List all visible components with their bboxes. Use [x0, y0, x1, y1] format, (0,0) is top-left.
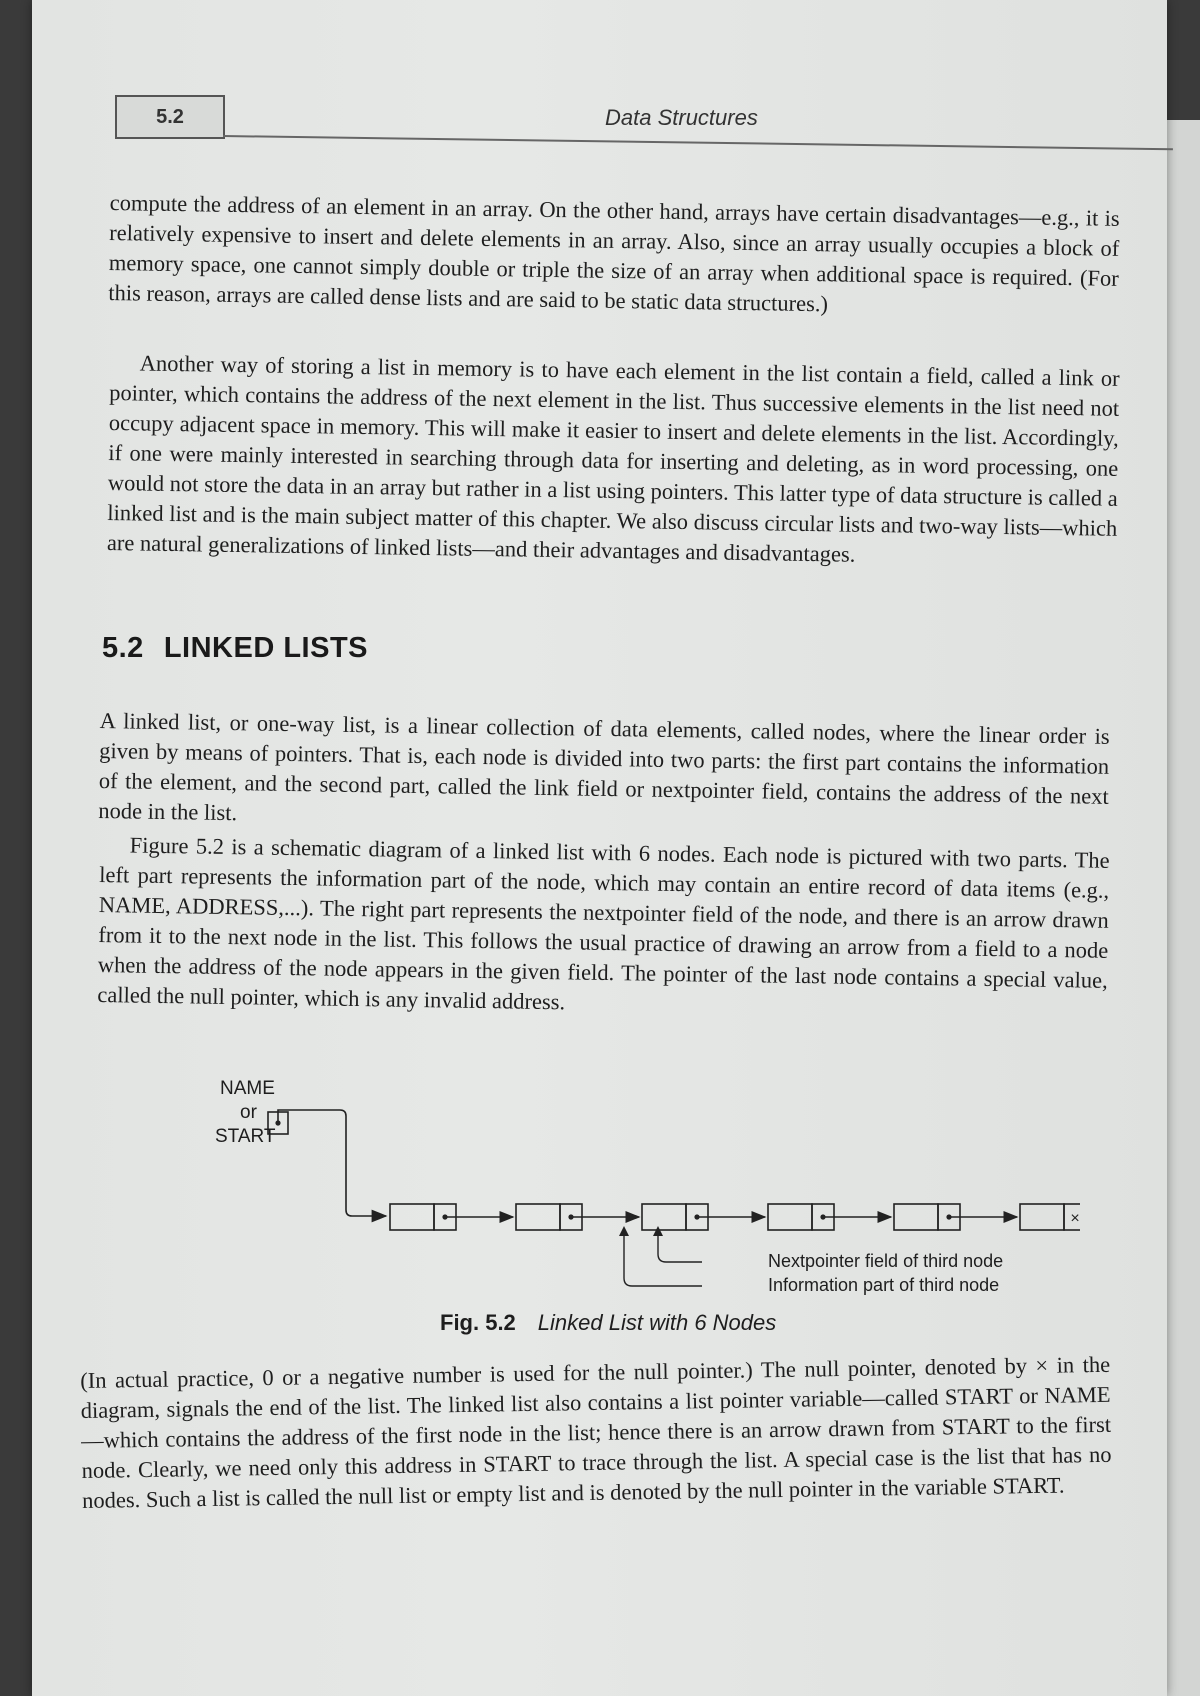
linked-list-figure [180, 1070, 1080, 1330]
paragraph-text: A linked list, or one-way list, is a linear collection of data elements, called nodes, where the linear order is given by means of pointers. That is, each node is divided into two parts: the first part contains the information of the element, and the second part, called the link field or nextpointer field, contains the address of the next node in the list. [98, 707, 1110, 826]
info-part-annotation: Information part of third node [768, 1275, 1000, 1295]
nextpointer-leader-arrowhead [653, 1226, 663, 1236]
caption-title: Linked List with 6 Nodes [537, 1310, 777, 1335]
page-number-box: 5.2 [115, 95, 225, 139]
caption-number: Fig. 5.2 [440, 1310, 516, 1335]
null-pointer-paragraph [80, 1350, 1112, 1516]
node-info-part [768, 1204, 812, 1230]
list-node [768, 1204, 891, 1230]
list-node [390, 1204, 513, 1230]
start-label-start: START [215, 1126, 276, 1147]
section-number: 5.2 [102, 632, 144, 664]
start-label-name: NAME [220, 1078, 275, 1099]
start-label-or: or [240, 1102, 257, 1123]
page-header [115, 95, 1135, 137]
figure-description-paragraph [97, 830, 1110, 1026]
node-info-part [1020, 1204, 1064, 1230]
start-arrow [278, 1110, 386, 1216]
running-title: Data Structures [605, 105, 758, 130]
paragraph-text: compute the address of an element in an array. On the other hand, arrays have certain disadvantages—e.g., it is relatively expensive to insert and delete elements in an array. Also, since an array usually occupies a block of memory space, one cannot simply double or triple the size of an array when additional space is required. (For this reason, arrays are called dense lists and are said to be static data structures.) [108, 189, 1120, 317]
section-heading [102, 632, 368, 665]
paragraph-text: (In actual practice, 0 or a negative number is used for the null pointer.) The null pointer, denoted by × in the diagram, signals the end of the list. The linked list also contains a list pointer variable—called START or NAME—which contains the address of the first node in the list; hence there is an arrow drawn from START to the first node. Clearly, we need only this address in START to trace through the list. A special case is the list that has no nodes. Such a list is called the null list or empty list and is denoted by the null pointer in the variable START. [80, 1351, 1112, 1513]
list-node [1020, 1204, 1080, 1230]
null-pointer-symbol: × [1070, 1210, 1080, 1227]
nextpointer-leader [658, 1228, 702, 1262]
list-node [516, 1204, 639, 1230]
list-nodes [390, 1204, 1080, 1230]
node-info-part [516, 1204, 560, 1230]
definition-paragraph [98, 706, 1110, 842]
info-leader [624, 1228, 702, 1286]
intro-paragraph-2 [107, 348, 1120, 574]
node-info-part [894, 1204, 938, 1230]
list-node [894, 1204, 1017, 1230]
node-info-part [390, 1204, 434, 1230]
info-leader-arrowhead [619, 1226, 629, 1236]
section-title: LINKED LISTS [163, 632, 368, 664]
intro-paragraph-1 [108, 188, 1120, 324]
list-node [642, 1204, 765, 1230]
figure-caption [440, 1310, 776, 1336]
node-info-part [642, 1204, 686, 1230]
paragraph-text: Figure 5.2 is a schematic diagram of a linked list with 6 nodes. Each node is pictured with two parts. The left part represents the information part of the node, which may contain an entire record of data items (e.g., NAME, ADDRESS,...). The right part represents the nextpointer field of the node, and there is an arrow drawn from it to the next node in the list. This follows the usual practice of drawing an arrow from a field to a node when the address of the node appears in the given field. The pointer of the last node contains a special value, called the null pointer, which is any invalid address. [97, 832, 1110, 1015]
nextpointer-annotation: Nextpointer field of third node [768, 1251, 1004, 1271]
paragraph-text: Another way of storing a list in memory is to have each element in the list contain a field, called a link or pointer, which contains the address of the next element in the list. Thus successive elements in the list need not occupy adjacent space in memory. This will make it easier to insert and delete elements in the list. Accordingly, if one were mainly interested in searching through data for inserting and deleting, as in word processing, one would not store the data in an array but rather in a list using pointers. This latter type of data structure is called a linked list and is the main subject matter of this chapter. We also discuss circular lists and two-way lists—which are natural generalizations of linked lists—and their advantages and disadvantages. [106, 350, 1120, 567]
